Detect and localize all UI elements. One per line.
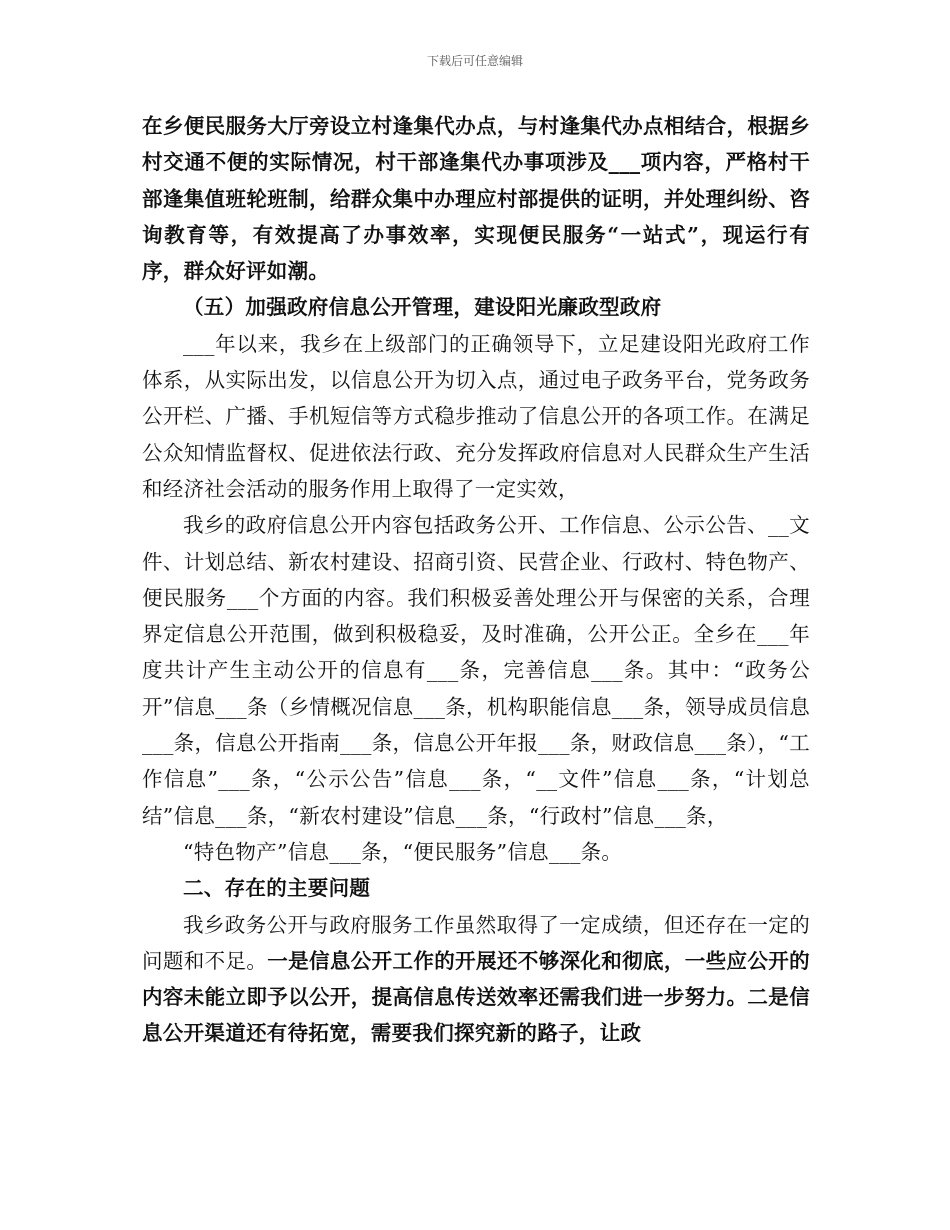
paragraph-service-hall: 在乡便民服务大厅旁设立村逢集代办点，与村逢集代办点相结合，根据乡村交通不便的实际情况，村干部逢集代办事项涉及___项内容，严格村干部逢集值班轮班制，给群众集中办理应村部提供的证明，并处理纠纷、咨询教育等，有效提高了办事效率，实现便民服务“一站式”，现运行有序，群众好评如潮。	[142, 114, 810, 284]
paragraph-info-disclosure-content: 我乡的政府信息公开内容包括政务公开、工作信息、公示公告、__文件、计划总结、新农村建设、招商引资、民营企业、行政村、特色物产、便民服务___个方面的内容。我们积极妥善处理公开与保密的关系，合理界定信息公开范围，做到积极稳妥，及时准确，公开公正。全乡在___年度共计产生主动公开的信息有___条，完善信息___条。其中：“政务公开”信息___条（乡情概况信息___条，机构职能信息___条，领导成员信息___条，信息公开指南___条，信息公开年报___条，财政信息___条），“工作信息”___条，“公示公告”信息___条，“__文件”信息___条，“计划总结”信息___条，“新农村建设”信息___条，“行政村”信息___条，	[142, 513, 810, 828]
paragraph-info-disclosure-tail: “特色物产”信息___条，“便民服务”信息___条。	[183, 839, 623, 864]
document-body	[142, 108, 810, 1052]
problems-bold-text: 一是信息公开工作的开展还不够深化和彻底，一些应公开的内容未能立即予以公开，提高信息传送效率还需我们进一步努力。二是信息公开渠道还有待拓宽，需要我们探究新的路子，让政	[142, 948, 810, 1046]
page-header-note: 下载后可任意编辑	[426, 54, 523, 68]
paragraph-info-disclosure-intro: ___年以来，我乡在上级部门的正确领导下，立足建设阳光政府工作体系，从实际出发，以信息公开为切入点，通过电子政务平台，党务政务公开栏、广播、手机短信等方式稳步推动了信息公开的各项工作。在满足公众知情监督权、促进依法行政、充分发挥政府信息对人民群众生产生活和经济社会活动的服务作用上取得了一定实效，	[142, 331, 810, 501]
paragraph-problems	[142, 907, 810, 1052]
section-heading-problems: 二、存在的主要问题	[183, 876, 371, 901]
section-heading-five: （五）加强政府信息公开管理，建设阳光廉政型政府	[183, 295, 662, 320]
problems-intro-text: 我乡政务公开与政府服务工作虽然取得了一定成绩，但还存在一定的问题和不足。	[142, 912, 810, 973]
